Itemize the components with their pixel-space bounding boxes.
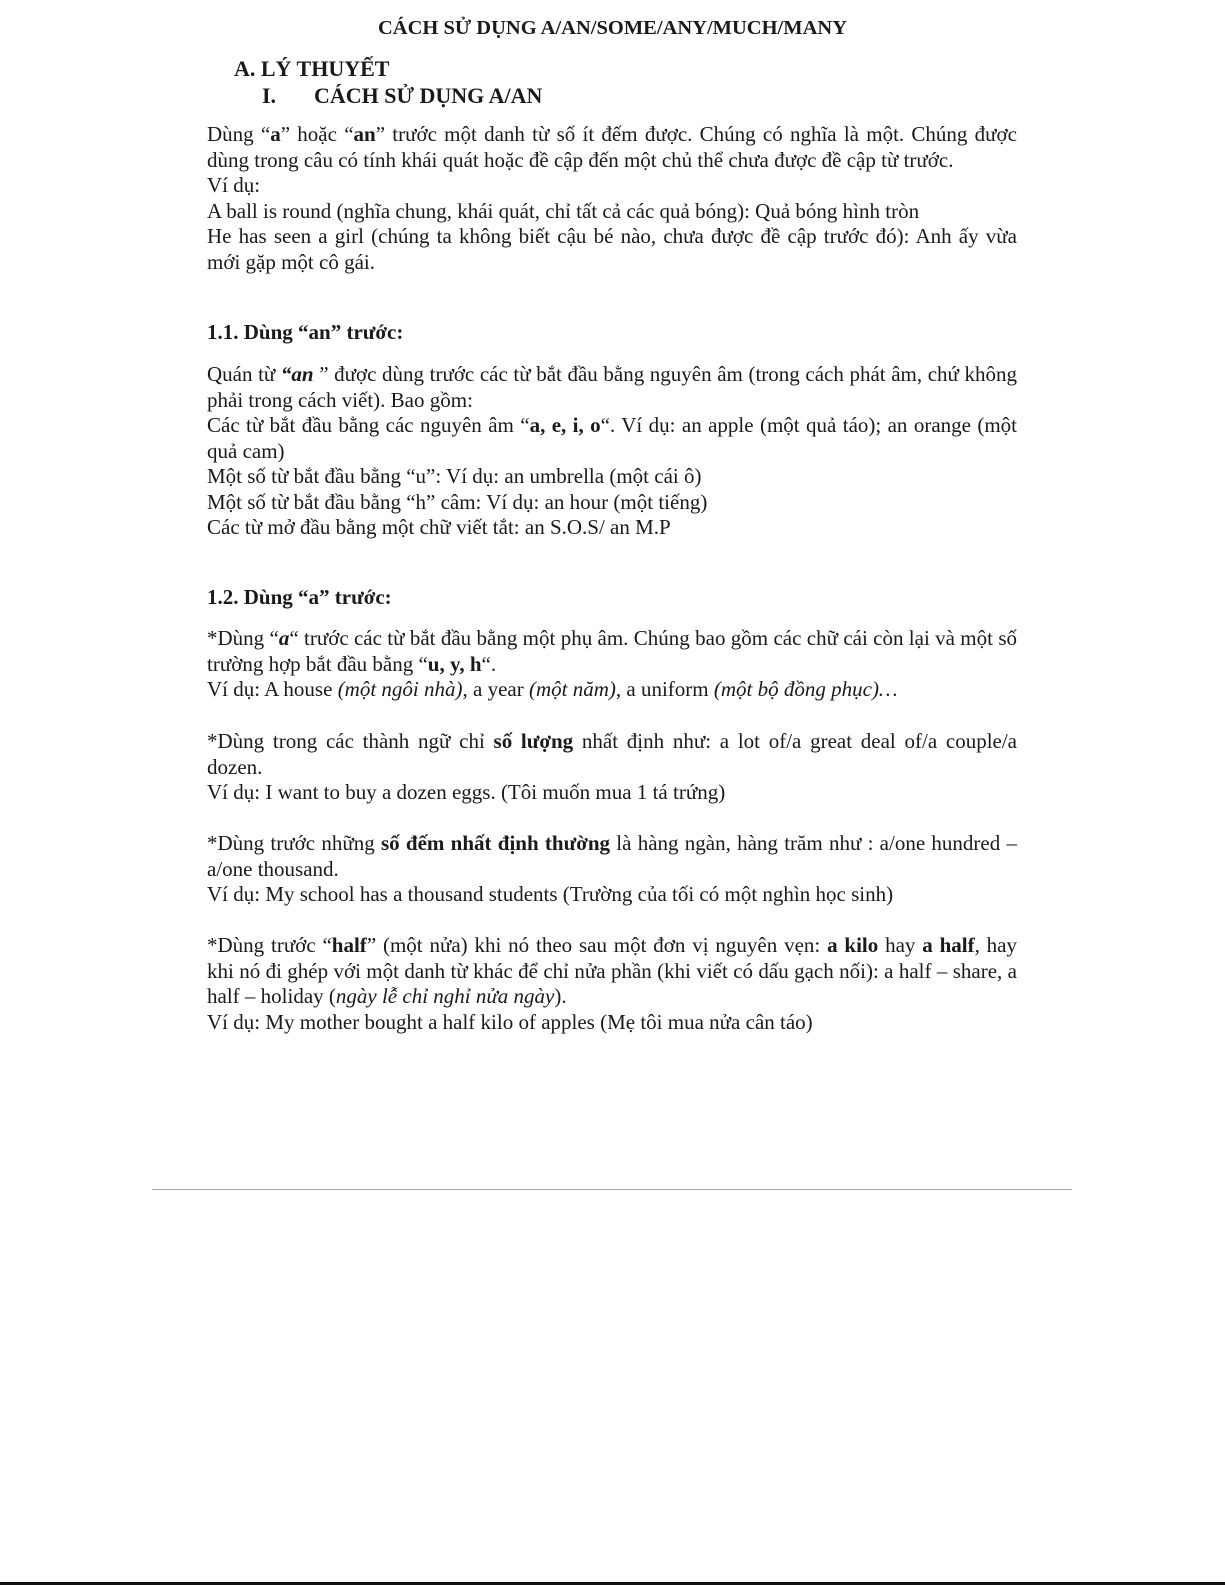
s11-paragraph-5: Các từ mở đầu bằng một chữ viết tắt: an S.O.S/ an M.P [207,515,671,539]
s12-bullet-3 [207,831,1017,908]
intro-paragraph: Dùng “a” hoặc “an” trước một danh từ số ít đếm được. Chúng có nghĩa là một. Chúng được dùng trong câu có tính khái quát hoặc đề cập đến một chủ thể chưa được đề cập từ trước. [207,122,1017,172]
s11-paragraph-4: Một số từ bắt đầu bằng “h” câm: Ví dụ: an hour (một tiếng) [207,489,708,514]
page-divider [152,1189,1072,1190]
s12-bullet-2-text: *Dùng trong các thành ngữ chỉ số lượng nhất định như: a lot of/a great deal of/a couple/a dozen. [207,729,1018,779]
intro-example-1: A ball is round (nghĩa chung, khái quát, chỉ tất cả các quả bóng): Quả bóng hình tròn [207,198,920,223]
s11-paragraph-3: Một số từ bắt đầu bằng “u”: Ví dụ: an umbrella (một cái ô) [207,464,702,488]
intro-block [207,122,1017,275]
s12-bullet-1 [207,626,1017,703]
s11-paragraph-1: Quán từ “an ” được dùng trước các từ bắt đầu bằng nguyên âm (trong cách phát âm, chứ không phải trong cách viết). Bao gồm: [207,362,1018,412]
s12-bullet-4-example: Ví dụ: My mother bought a half kilo of apples (Mẹ tôi mua nửa cân táo) [207,1009,813,1034]
document-title: CÁCH SỬ DỤNG A/AN/SOME/ANY/MUCH/MANY [377,17,848,39]
section-i-label: CÁCH SỬ DỤNG A/AN [314,83,543,108]
s12-bullet-4 [207,933,1017,1035]
s12-bullet-1-text: *Dùng “a“ trước các từ bắt đầu bằng một phụ âm. Chúng bao gồm các chữ cái còn lại và một số trường hợp bắt đầu bằng “u, y, h“. [207,626,1017,676]
subsection-1-1-heading: 1.1. Dùng “an” trước: [207,320,404,344]
section-i-number: I. [262,83,277,108]
intro-example-label: Ví dụ: [207,173,261,197]
s12-bullet-3-text: *Dùng trước những số đếm nhất định thường là hàng ngàn, hàng trăm như : a/one hundred – a/one thousand. [207,831,1018,881]
s12-bullet-4-text: *Dùng trước “half” (một nửa) khi nó theo sau một đơn vị nguyên vẹn: a kilo hay a half, hay khi nó đi ghép với một danh từ khác để chỉ nửa phần (khi viết có dấu gạch nối): a half – share, a half – holiday (ngày lễ chỉ nghỉ nửa ngày). [207,933,1017,1008]
intro-example-2: He has seen a girl (chúng ta không biết cậu bé nào, chưa được đề cập trước đó): Anh ấy vừa mới gặp một cô gái. [207,224,1017,274]
subsection-1-1-body [207,362,1017,541]
s12-bullet-2 [207,729,1017,806]
s12-bullet-3-example: Ví dụ: My school has a thousand students (Trường của tối có một nghìn học sinh) [207,882,894,906]
s12-bullet-2-example: Ví dụ: I want to buy a dozen eggs. (Tôi muốn mua 1 tá trứng) [207,780,726,804]
s11-paragraph-2: Các từ bắt đầu bằng các nguyên âm “a, e, i, o“. Ví dụ: an apple (một quả táo); an orange (một quả cam) [207,413,1018,463]
s12-bullet-1-example: Ví dụ: A house (một ngôi nhà), a year (một năm), a uniform (một bộ đồng phục)… [207,677,898,701]
section-i-heading [262,83,542,109]
section-a-heading: A. LÝ THUYẾT [234,56,390,81]
subsection-1-2-heading: 1.2. Dùng “a” trước: [207,585,392,609]
